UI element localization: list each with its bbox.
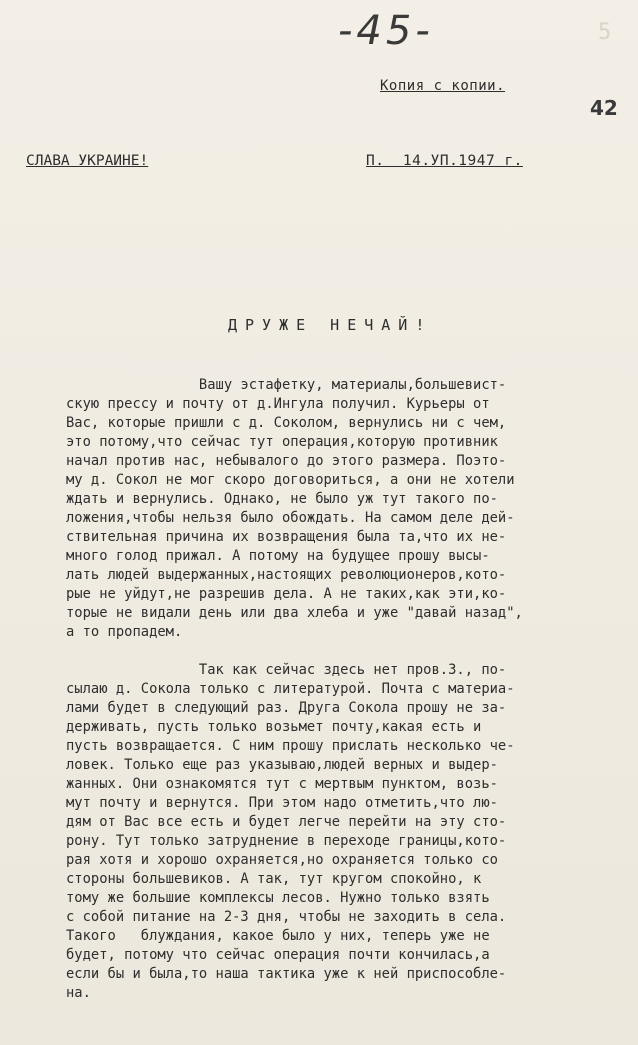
body-line: держивать, пусть только возьмет почту,какая есть и — [66, 719, 482, 735]
body-line: лами будет в следующий раз. Друга Сокола прошу не за- — [66, 700, 507, 716]
slogan: СЛАВА УКРАИНЕ! — [26, 153, 149, 169]
body-line: это потому,что сейчас тут операция,которую противник — [66, 434, 498, 450]
body-line: стороны большевиков. А так, тут кругом спокойно, к — [66, 871, 482, 887]
archive-stamp-number: 42 — [590, 96, 618, 120]
body-line: Так как сейчас здесь нет пров.З., по- — [66, 662, 507, 678]
body-line: ложения,чтобы нельзя было обождать. На самом деле дей- — [66, 510, 515, 526]
faint-mark: 5 — [598, 20, 612, 45]
body-line: мут почту и вернутся. При этом надо отметить,что лю- — [66, 795, 498, 811]
body-line — [66, 642, 631, 661]
body-line: будет, потому что сейчас операция почти кончилась,а — [66, 947, 490, 963]
copy-note: Копия с копии. — [380, 78, 506, 94]
body-line: жанных. Они ознакомятся тут с мертвым пунктом, возь- — [66, 776, 498, 792]
body-line: рые не уйдут,не разрешив дела. А не таких,как эти,ко- — [66, 586, 507, 602]
body-line: Вашу эстафетку, материалы,большевист- — [66, 377, 507, 393]
body-line: Такого блуждания, какое было у них, теперь уже не — [66, 928, 490, 944]
body-line: лать людей выдержанных,настоящих революционеров,кото- — [66, 567, 507, 583]
body-line: Вас, которые пришли с д. Соколом, вернулись ни с чем, — [66, 415, 507, 431]
page-number: -45- — [338, 8, 434, 54]
body-line: дям от Вас все есть и будет легче перейти на эту сто- — [66, 814, 507, 830]
body-line: на. — [66, 985, 91, 1001]
body-line: много голод прижал. А потому на будущее прошу высы- — [66, 548, 490, 564]
body-line: ждать и вернулись. Однако, не было уж тут такого по- — [66, 491, 498, 507]
body-line: сылаю д. Сокола только с литературой. Почта с материа- — [66, 681, 515, 697]
body-line: с собой питание на 2-3 дня, чтобы не заходить в села. — [66, 909, 507, 925]
place-date: П. 14.УП.1947 г. — [366, 153, 523, 169]
body-line: торые не видали день или два хлеба и уже "давай назад", — [66, 605, 523, 621]
body-line: ствительная причина их возвращения была та,что их не- — [66, 529, 507, 545]
body-line: рая хотя и хорошо охраняется,но охраняется только со — [66, 852, 498, 868]
body-line: му д. Сокол не мог скоро договориться, а они не хотели — [66, 472, 515, 488]
salutation: ДРУЖЕ НЕЧАЙ! — [228, 316, 433, 334]
body-line: начал против нас, небывалого до этого размера. Поэто- — [66, 453, 507, 469]
body-line: скую прессу и почту от д.Ингула получил. Курьеры от — [66, 396, 490, 412]
body-line: а то пропадем. — [66, 624, 183, 640]
body-line: рону. Тут только затруднение в переходе границы,кото- — [66, 833, 507, 849]
body-line: тому же большие комплексы лесов. Нужно только взять — [66, 890, 490, 906]
body-line: ловек. Только еще раз указываю,людей верных и выдер- — [66, 757, 498, 773]
body-line: если бы и была,то наша тактика уже к ней приспособле- — [66, 966, 507, 982]
body-line: пусть возвращается. С ним прошу прислать несколько че- — [66, 738, 515, 754]
